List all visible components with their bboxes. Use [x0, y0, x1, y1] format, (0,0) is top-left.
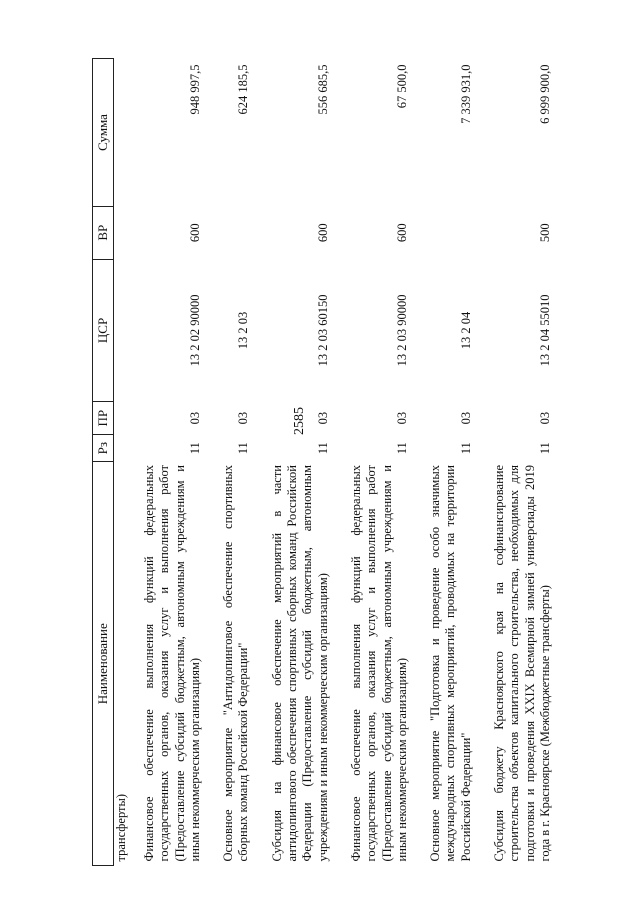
continuation-text: трансферты) — [114, 793, 128, 862]
rotated-table-block — [92, 58, 602, 866]
row-sum: 67 500,0 — [394, 64, 409, 109]
row-csr: 13 2 02 90000 — [187, 294, 202, 367]
row-name: Субсидия бюджету Красноярского края на софинансирование строительства объектов капитального строительства, необходимых для подготовки и проведения XXIX Всемирной зимней универсиады 2019 года в г. Красноярске (Межбюджетные трансферты) — [492, 465, 552, 862]
row-sum: 948 997,5 — [187, 64, 202, 115]
header-name: Наименование — [93, 462, 114, 866]
row-rz: 11 — [537, 442, 552, 455]
row-vr: 600 — [394, 223, 409, 243]
continuation-row — [114, 59, 133, 866]
table-header-row — [93, 59, 114, 866]
row-rz: 11 — [187, 442, 202, 455]
row-name: Субсидия на финансовое обеспечение мероприятий в части антидопингового обеспечения спортивных сборных команд Российской Федерации (Предоставление субсидий бюджетным, автономным учреждениям и иным некоммерческим организациям) — [269, 465, 330, 862]
header-vr: ВР — [93, 206, 114, 259]
row-csr: 13 2 03 — [236, 311, 251, 350]
row-name: Финансовое обеспечение выполнения функций федеральных государственных органов, оказания услуг и выполнения работ (Предоставление субсидий бюджетным, автономным учреждениям и иным некоммерческим организациям) — [142, 465, 202, 862]
row-vr — [418, 206, 482, 259]
row-rz: 11 — [315, 442, 330, 455]
row-sum: 556 685,5 — [315, 64, 330, 115]
row-pr: 03 — [236, 411, 251, 425]
row-sum: 624 185,5 — [236, 64, 251, 115]
row-sum: 6 999 900,0 — [537, 64, 552, 124]
row-pr: 03 — [187, 411, 202, 425]
row-pr: 03 — [315, 411, 330, 425]
row-pr: 03 — [458, 411, 473, 425]
table-row — [132, 59, 211, 866]
table-row — [482, 59, 561, 866]
page-number: 2585 — [292, 407, 307, 435]
row-pr: 03 — [394, 411, 409, 425]
row-csr: 13 2 03 90000 — [394, 294, 409, 367]
row-csr: 13 2 04 55010 — [537, 294, 552, 367]
row-rz: 11 — [394, 442, 409, 455]
row-vr: 600 — [315, 223, 330, 243]
row-vr: 600 — [187, 223, 202, 243]
row-csr: 13 2 03 60150 — [315, 294, 330, 367]
row-name: Основное мероприятие "Подготовка и проведение особо значимых международных спортивных мероприятий, проводимых на территории Российской Федерации" — [428, 465, 473, 862]
row-sum: 7 339 931,0 — [458, 64, 473, 124]
header-rz: Рз — [93, 434, 114, 462]
row-vr: 500 — [537, 223, 552, 243]
row-pr: 03 — [537, 411, 552, 425]
budget-table — [92, 58, 561, 866]
header-pr: ПР — [93, 402, 114, 435]
header-csr: ЦСР — [93, 259, 114, 402]
row-name: Основное мероприятие "Антидопинговое обеспечение спортивных сборных команд Российской Федерации" — [221, 465, 251, 862]
table-row — [260, 59, 339, 866]
row-csr: 13 2 04 — [458, 311, 473, 350]
row-name: Финансовое обеспечение выполнения функций федеральных государственных органов, оказания услуг и выполнения работ (Предоставление субсидий бюджетным, автономным учреждениям и иным некоммерческим организациям) — [348, 465, 409, 862]
row-vr — [211, 206, 260, 259]
row-rz: 11 — [458, 442, 473, 455]
row-rz: 11 — [236, 442, 251, 455]
table-row — [418, 59, 482, 866]
table-row — [211, 59, 260, 866]
table-row — [339, 59, 418, 866]
header-sum: Сумма — [93, 59, 114, 207]
